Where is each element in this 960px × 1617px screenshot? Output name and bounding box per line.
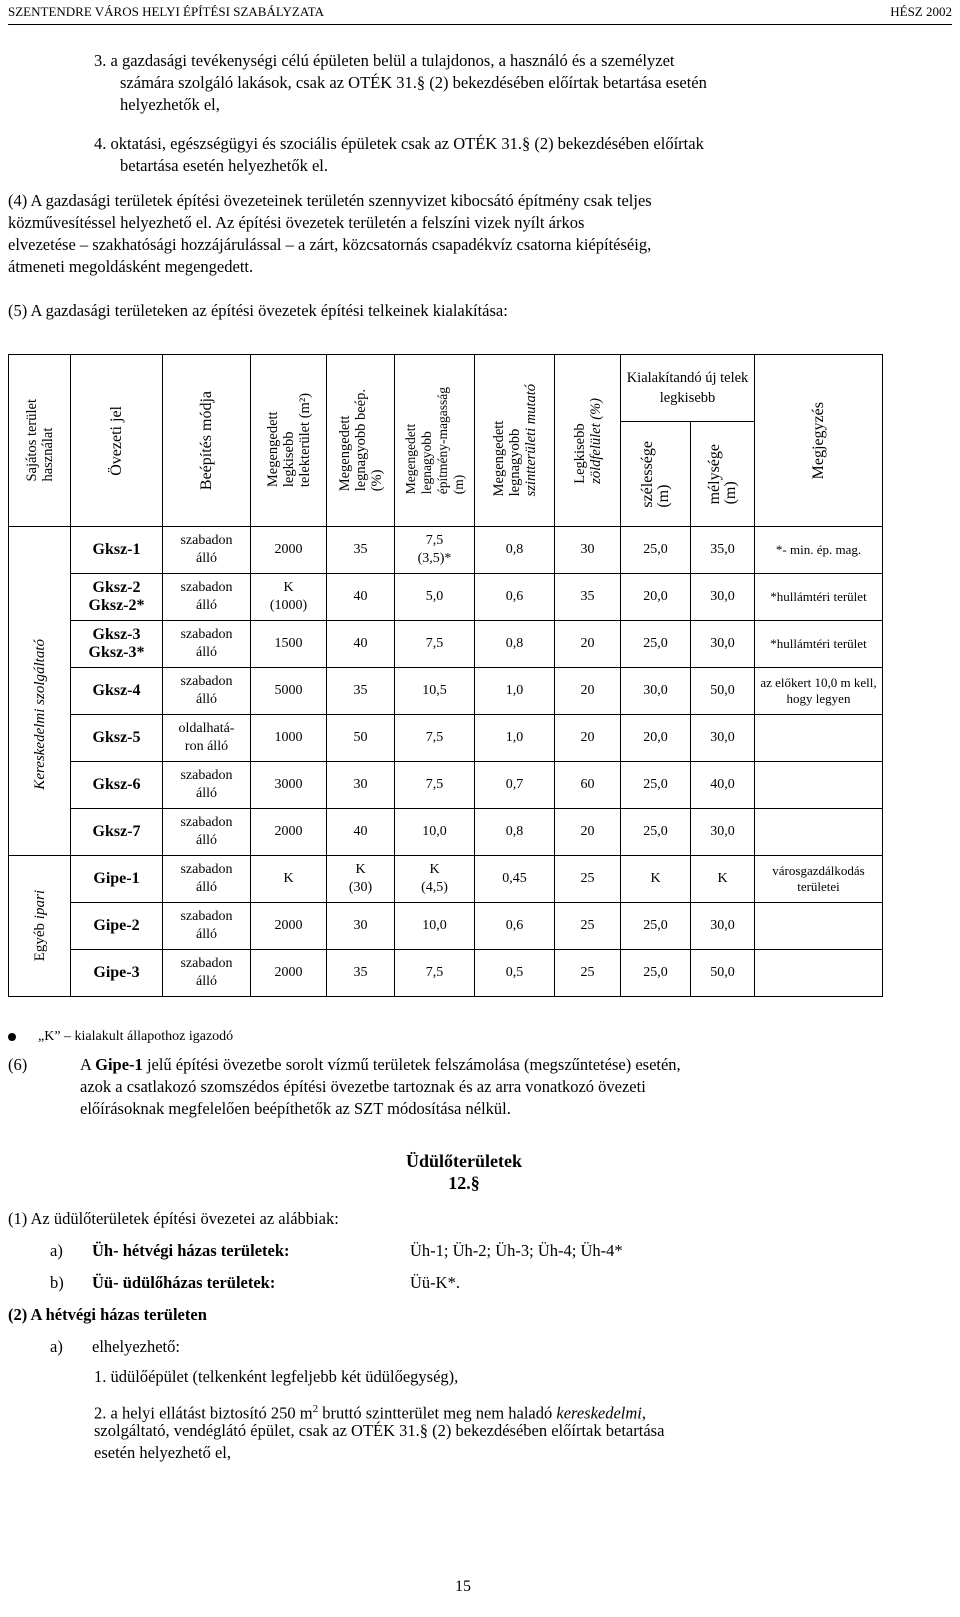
table-row [9,527,883,574]
cell-szel: 20,0 [621,574,691,621]
item-3-line: számára szolgáló lakások, csak az OTÉK 31.§ (2) bekezdésében előírtak betartása esetén [120,73,707,92]
cell-ter: 2000 [251,950,327,997]
header-land-use: Sajátos terület használat [9,355,71,527]
cell-szel: 30,0 [621,668,691,715]
cell-mag: 7,5 [395,715,475,762]
header-max-coverage: Megengedett legnagyobb beép. (%) [327,355,395,527]
cell-mely: 30,0 [691,903,755,950]
header-title: SZENTENDRE VÁROS HELYI ÉPÍTÉSI SZABÁLYZATA [8,4,325,19]
item-4-line: betartása esetén helyezhetők el. [120,156,328,175]
cell-mod: szabadon álló [163,574,251,621]
cell-szel: 25,0 [621,762,691,809]
cell-zold: 20 [555,715,621,762]
table-row [9,950,883,997]
header-depth: mélysége (m) [691,422,755,527]
cell-mely: 30,0 [691,621,755,668]
cell-mod: szabadon álló [163,621,251,668]
cell-ter: 2000 [251,809,327,856]
table-row [9,574,883,621]
cell-note: *hullámtéri terület [755,574,883,621]
cell-jel: Gksz-6 [71,762,163,809]
paragraph-4-line: elvezetése – szakhatósági hozzájárulással – a zárt, közcsatornás csapadékvíz csatorna kiépítéséig, [8,235,652,254]
cell-mely: 50,0 [691,668,755,715]
cell-zold: 20 [555,809,621,856]
cell-szm: 0,6 [475,574,555,621]
cell-beep: K (30) [327,856,395,903]
cell-szel: 20,0 [621,715,691,762]
cell-mag: 10,0 [395,809,475,856]
cell-szm: 0,8 [475,809,555,856]
header-floor-ratio: Megengedett legnagyobb szintterületi mutató [475,355,555,527]
cell-mod: szabadon álló [163,762,251,809]
table-row [9,903,883,950]
header-code: HÉSZ 2002 [890,4,952,19]
cell-ter: K (1000) [251,574,327,621]
s2: (2) A hétvégi házas területen [8,1305,207,1324]
cell-mod: szabadon álló [163,668,251,715]
cell-szel: 25,0 [621,950,691,997]
cell-mod: szabadon álló [163,527,251,574]
cell-note [755,809,883,856]
cell-mely: K [691,856,755,903]
table-row [9,856,883,903]
item-3-line: helyezhetők el, [120,95,220,114]
cell-note [755,950,883,997]
paragraph-6: (6) A Gipe-1 jelű építési övezetbe sorolt vízmű területek felszámolása (megszűntetése) esetén, azok a csatlakozó szomszédos építési övezetbe tartoznak és az arra vonatkozó övezeti előírásoknak megfelelően beépíthetők az SZT módosítása nélkül. [8,1055,681,1118]
header-max-height: Megengedett legnagyobb építmény-magasság (m) [395,355,475,527]
cell-mag: 10,5 [395,668,475,715]
cell-ter: K [251,856,327,903]
cell-szel: K [621,856,691,903]
cell-mely: 35,0 [691,527,755,574]
s1b: b) Üü- üdülőházas területek: Üü-K*. [50,1273,460,1292]
cell-jel: Gksz-5 [71,715,163,762]
cell-beep: 30 [327,762,395,809]
cell-mag: K (4,5) [395,856,475,903]
cell-beep: 30 [327,903,395,950]
paragraph-4-line: közművesítéssel helyezhető el. Az építési övezetek területén a felszíni vizek nyílt árkos [8,213,585,232]
cell-szel: 25,0 [621,809,691,856]
page-header [8,0,952,25]
cell-szel: 25,0 [621,527,691,574]
cell-jel: Gksz-3 Gksz-3* [71,621,163,668]
cell-note: *- min. ép. mag. [755,527,883,574]
cell-note [755,762,883,809]
cell-note: városgazdálkodás területei [755,856,883,903]
cell-mod: szabadon álló [163,950,251,997]
cell-note [755,715,883,762]
cell-zold: 20 [555,668,621,715]
cell-ter: 5000 [251,668,327,715]
cell-zold: 25 [555,950,621,997]
item-3 [94,50,924,116]
cell-beep: 40 [327,574,395,621]
cell-ter: 1000 [251,715,327,762]
cell-mely: 30,0 [691,574,755,621]
cell-mod: oldalhatá- ron álló [163,715,251,762]
paragraph-4-line: (4) A gazdasági területek építési övezeteinek területén szennyvizet kibocsátó építmény csak teljes [8,191,652,210]
cell-mag: 10,0 [395,903,475,950]
s2a: a) elhelyezhető: [50,1337,180,1356]
table-row [9,621,883,668]
cell-szm: 0,6 [475,903,555,950]
cell-mag: 7,5 [395,621,475,668]
land-use-commercial: Kereskedelmi szolgáltató [9,574,71,856]
cell-zold: 60 [555,762,621,809]
header-zone-code: Övezeti jel [71,355,163,527]
cell-ter: 3000 [251,762,327,809]
table-row [9,809,883,856]
cell-jel: Gipe-2 [71,903,163,950]
cell-mod: szabadon álló [163,903,251,950]
paragraph-5 [8,300,924,322]
cell-szel: 25,0 [621,903,691,950]
cell-beep: 35 [327,950,395,997]
header-note: Megjegyzés [755,355,883,527]
table-row [9,668,883,715]
s2a2: 2. a helyi ellátást biztosító 250 $m^2$ bruttó szintterület meg nem haladó kereskedelmi, szolgáltató, vendéglátó épület, csak az OTÉK 31.§ (2) bekezdésében előírtak betartása esetén helyezhető el, [94,1403,665,1462]
footnote: „K” – kialakult állapothoz igazodó [8,1028,233,1045]
s2a1: 1. üdülőépület (telkenként legfeljebb két üdülőegység), [94,1367,459,1386]
bullet-icon [8,1033,16,1041]
land-use-industrial: Egyéb ipari [9,856,71,997]
cell-mag: 5,0 [395,574,475,621]
cell-jel: Gksz-7 [71,809,163,856]
cell-jel: Gksz-1 [71,527,163,574]
cell-mag: 7,5 (3,5)* [395,527,475,574]
section-title: Üdülőterületek 12.§ [406,1151,522,1193]
item-3-line: 3. a gazdasági tevékenységi célú épületen belül a tulajdonos, a használó és a személyzet [94,51,675,70]
s1: (1) Az üdülőterületek építési övezetei az alábbiak: [8,1209,339,1228]
item-4-line: 4. oktatási, egészségügyi és szociális épületek csak az OTÉK 31.§ (2) bekezdésében előírtak [94,134,704,153]
header-width: szélessége (m) [621,422,691,527]
header-min-plot: Megengedett legkisebb telekterület (m²) [251,355,327,527]
cell-beep: 50 [327,715,395,762]
cell-szm: 1,0 [475,668,555,715]
cell-zold: 20 [555,621,621,668]
header-building-mode: Beépítés módja [163,355,251,527]
cell-szm: 0,5 [475,950,555,997]
cell-ter: 1500 [251,621,327,668]
cell-ter: 2000 [251,903,327,950]
cell-note: *hullámtéri terület [755,621,883,668]
cell-zold: 35 [555,574,621,621]
zoning-table [8,354,883,997]
cell-beep: 35 [327,527,395,574]
header-green-area: Legkisebb zöldfelület (%) [555,355,621,527]
cell-szel: 25,0 [621,621,691,668]
cell-note: az előkert 10,0 m kell, hogy legyen [755,668,883,715]
cell-szm: 0,8 [475,527,555,574]
cell-zold: 30 [555,527,621,574]
cell-szm: 1,0 [475,715,555,762]
cell-zold: 25 [555,856,621,903]
header-new-plot-group: Kialakítandó új telek legkisebb [621,355,755,422]
cell-mely: 30,0 [691,715,755,762]
table-body [9,527,883,997]
item-4 [94,133,924,177]
paragraph-4-line: átmeneti megoldásként megengedett. [8,257,254,276]
table-row [9,715,883,762]
s1a: a) Üh- hétvégi házas területek: Üh-1; Üh-2; Üh-3; Üh-4; Üh-4* [50,1241,623,1260]
cell-beep: 40 [327,621,395,668]
page-number: 15 [455,1578,471,1595]
cell-szm: 0,7 [475,762,555,809]
paragraph-4 [8,190,924,278]
cell-jel: Gipe-1 [71,856,163,903]
cell-jel: Gipe-3 [71,950,163,997]
cell-szm: 0,45 [475,856,555,903]
cell-zold: 25 [555,903,621,950]
cell-jel: Gksz-2 Gksz-2* [71,574,163,621]
cell-beep: 40 [327,809,395,856]
cell-mely: 30,0 [691,809,755,856]
cell-mod: szabadon álló [163,856,251,903]
cell-mely: 50,0 [691,950,755,997]
cell-mely: 40,0 [691,762,755,809]
cell-ter: 2000 [251,527,327,574]
cell-jel: Gksz-4 [71,668,163,715]
cell-beep: 35 [327,668,395,715]
cell-mag: 7,5 [395,950,475,997]
cell-mag: 7,5 [395,762,475,809]
paragraph-5-line: (5) A gazdasági területeken az építési övezetek építési telkeinek kialakítása: [8,301,508,320]
cell-szm: 0,8 [475,621,555,668]
land-use-blank [9,527,71,574]
cell-mod: szabadon álló [163,809,251,856]
table-row [9,762,883,809]
cell-note [755,903,883,950]
